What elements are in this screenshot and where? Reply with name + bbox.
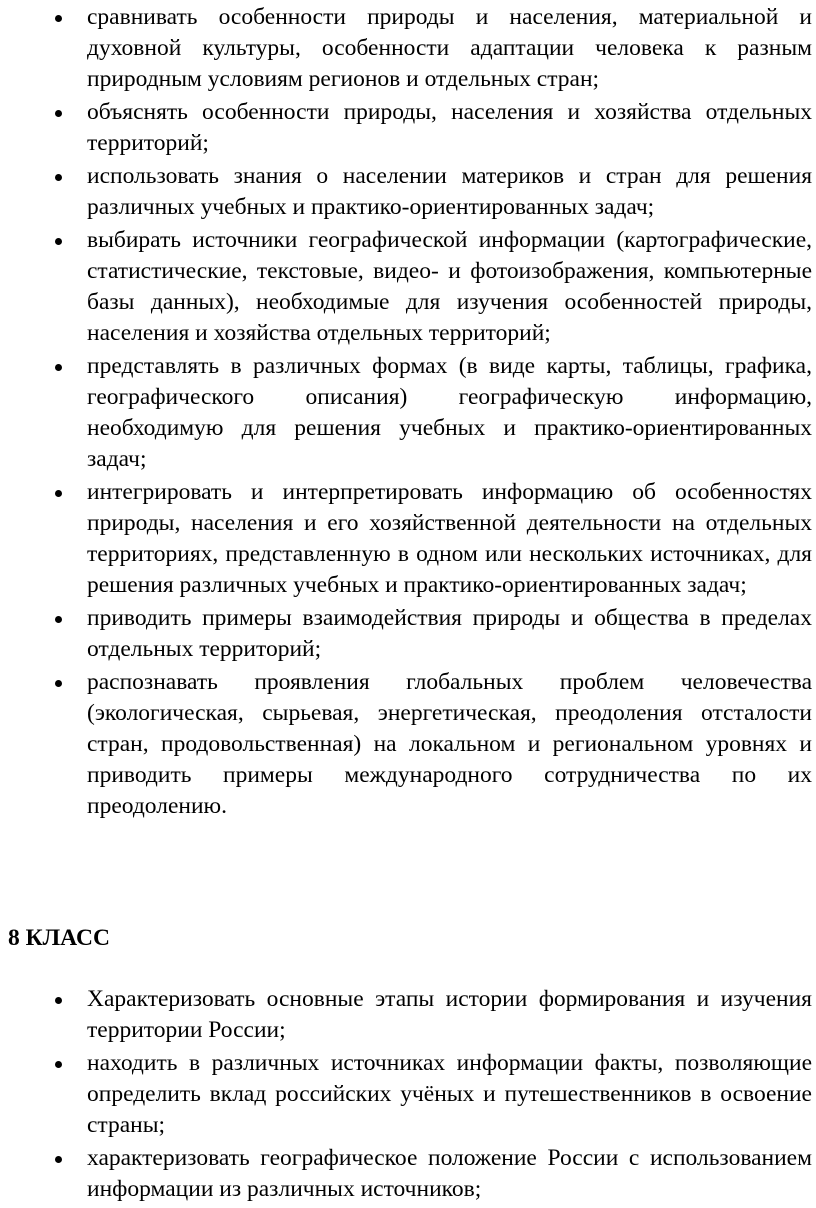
list-item-text: Характеризовать основные этапы истории формирования и изучения территории России;: [87, 986, 812, 1043]
list-item: [0, 667, 816, 822]
section-heading: 8 КЛАСС: [8, 925, 110, 951]
bullet-list-grade-8: [0, 984, 816, 1207]
bullet-icon: [55, 15, 62, 22]
list-item: [0, 477, 816, 601]
list-item-text: находить в различных источниках информации факты, позволяющие определить вклад российских учёных и путешественников в освоение страны;: [87, 1050, 812, 1138]
list-item-text: использовать знания о населении материков и стран для решения различных учебных и практико-ориентированных задач;: [87, 163, 812, 220]
bullet-icon: [55, 364, 62, 371]
bullet-icon: [55, 1156, 62, 1163]
list-item-text: интегрировать и интерпретировать информацию об особенностях природы, населения и его хозяйственной деятельности на отдельных территориях, представленную в одном или нескольких источниках, для решения различных учебных и практико-ориентированных задач;: [87, 479, 812, 598]
list-item: [0, 1143, 816, 1205]
list-item: [0, 984, 816, 1046]
bullet-icon: [55, 1061, 62, 1068]
bullet-icon: [55, 490, 62, 497]
list-item-text: характеризовать географическое положение России с использованием информации из различных источников;: [87, 1145, 812, 1202]
list-item: [0, 225, 816, 349]
bullet-list-outcomes: [0, 2, 816, 824]
list-item-text: распознавать проявления глобальных проблем человечества (экологическая, сырьевая, энергетическая, преодоления отсталости стран, продовольственная) на локальном и региональном уровнях и приводить примеры международного сотрудничества по их преодолению.: [87, 669, 812, 819]
list-item-text: выбирать источники географической информации (картографические, статистические, текстовые, видео- и фотоизображения, компьютерные базы данных), необходимые для изучения особенностей природы, населения и хозяйства отдельных территорий;: [87, 227, 812, 346]
list-item: [0, 603, 816, 665]
bullet-icon: [55, 238, 62, 245]
list-item-text: сравнивать особенности природы и населения, материальной и духовной культуры, особенности адаптации человека к разным природным условиям регионов и отдельных стран;: [87, 4, 812, 92]
list-item-text: приводить примеры взаимодействия природы и общества в пределах отдельных территорий;: [87, 605, 812, 662]
bullet-icon: [55, 110, 62, 117]
list-item-text: представлять в различных формах (в виде карты, таблицы, графика, географического описания) географическую информацию, необходимую для решения учебных и практико-ориентированных задач;: [87, 353, 812, 472]
list-item: [0, 97, 816, 159]
list-item: [0, 351, 816, 475]
bullet-icon: [55, 997, 62, 1004]
bullet-icon: [55, 680, 62, 687]
bullet-icon: [55, 174, 62, 181]
list-item: [0, 2, 816, 95]
list-item: [0, 161, 816, 223]
list-item: [0, 1048, 816, 1141]
bullet-icon: [55, 616, 62, 623]
list-item-text: объяснять особенности природы, населения и хозяйства отдельных территорий;: [87, 99, 812, 156]
